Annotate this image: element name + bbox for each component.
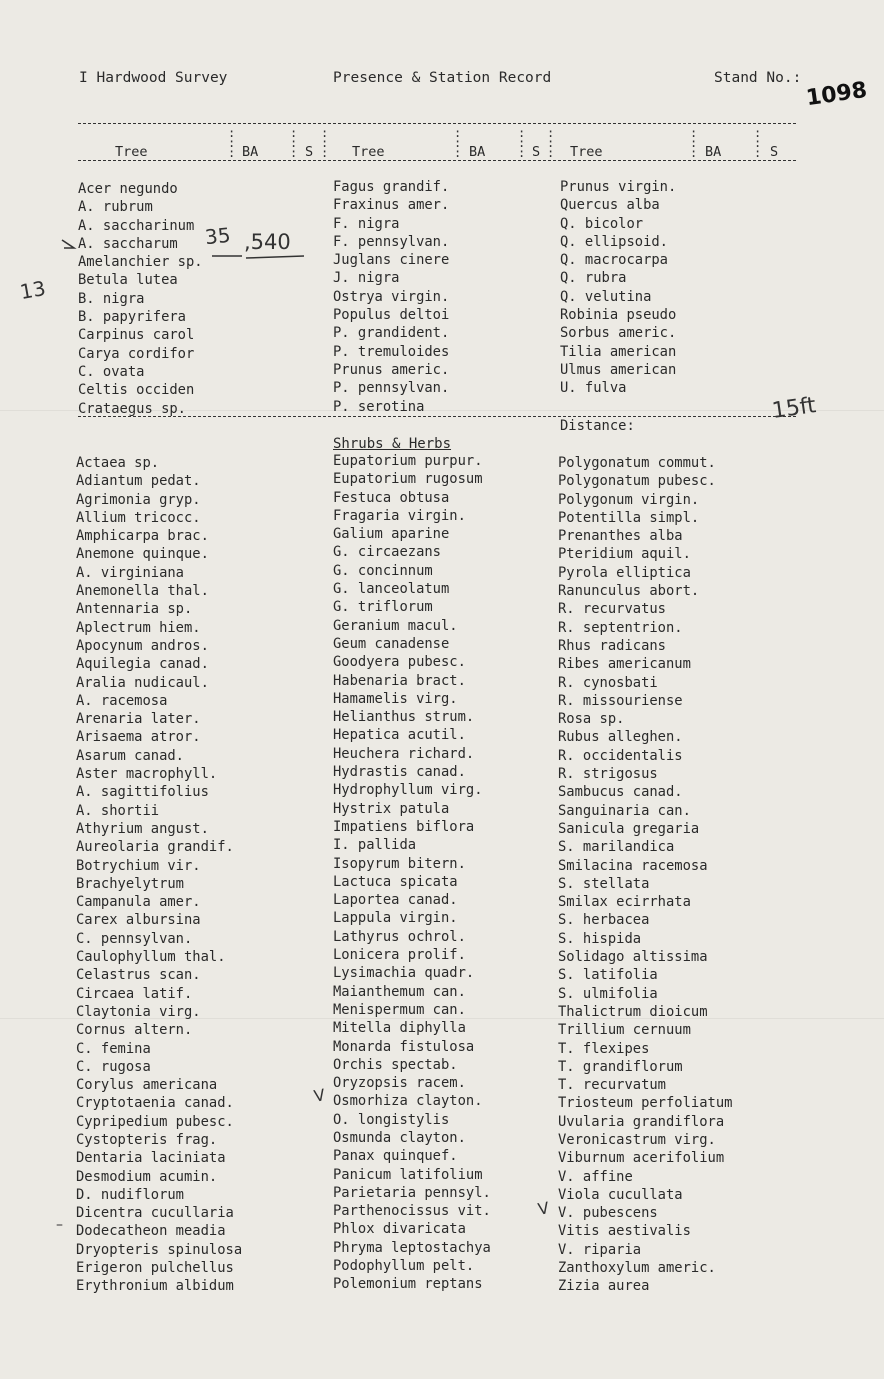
list-item: Celastrus scan. [76, 967, 201, 984]
list-item: Thalictrum dioicum [558, 1003, 708, 1020]
list-item: V. affine [558, 1168, 633, 1185]
list-item: Q. macrocarpa [560, 252, 668, 269]
list-item: T. recurvatum [558, 1077, 666, 1094]
list-item: Ranunculus abort. [558, 583, 700, 600]
list-item: Aster macrophyll. [76, 766, 218, 783]
list-item: Lathyrus ochrol. [333, 928, 466, 945]
list-item: Hamamelis virg. [333, 690, 458, 707]
list-item: Corylus americana [76, 1077, 218, 1094]
list-item: Heuchera richard. [333, 745, 475, 762]
list-item: Circaea latif. [76, 985, 193, 1002]
list-item: Galium aparine [333, 526, 450, 543]
list-item: Claytonia virg. [76, 1003, 201, 1020]
list-item: A. saccharum [78, 235, 178, 252]
list-item: Carya cordifor [78, 345, 195, 362]
list-item: P. serotina [333, 398, 425, 415]
list-item: Athyrium angust. [76, 820, 209, 837]
list-item: Adiantum pedat. [76, 473, 201, 490]
list-item: Hydrophyllum virg. [333, 782, 483, 799]
list-item: Desmodium acumin. [76, 1168, 218, 1185]
list-item: R. occidentalis [558, 747, 683, 764]
handwritten-distance: 15ft [770, 393, 818, 424]
list-item: Solidago altissima [558, 949, 708, 966]
list-item: Q. velutina [560, 288, 652, 305]
column-divider: : : : [454, 126, 462, 160]
list-item: Fraxinus amer. [333, 197, 450, 214]
list-item: Helianthus strum. [333, 709, 475, 726]
list-item: Polygonatum commut. [558, 455, 716, 471]
distance-label: Distance: [560, 418, 635, 434]
list-item: Eupatorium rugosum [333, 471, 483, 488]
list-item: P. pennsylvan. [333, 380, 450, 397]
list-item: Lonicera prolif. [333, 947, 466, 964]
list-item: Lactuca spicata [333, 873, 458, 890]
list-item: Pyrola elliptica [558, 564, 691, 581]
list-item: Dentaria laciniata [76, 1150, 226, 1167]
list-item: Pteridium aquil. [558, 546, 691, 563]
list-item: Lappula virgin. [333, 910, 458, 927]
list-item: Hydrastis canad. [333, 764, 466, 781]
list-item: Carpinus carol [78, 327, 195, 344]
list-item: Parietaria pennsyl. [333, 1184, 491, 1201]
list-item: Polygonatum pubesc. [558, 473, 716, 490]
handwritten-check-viola: V [536, 1198, 551, 1219]
shrub-list-col1 [76, 454, 242, 1296]
list-item: Geranium macul. [333, 617, 458, 634]
list-item: Prenanthes alba [558, 528, 683, 545]
list-item: Agrimonia gryp. [76, 491, 201, 508]
list-item: Robinia pseudo [560, 307, 677, 324]
list-item: B. nigra [78, 290, 145, 307]
list-item: Sanicula gregaria [558, 820, 700, 837]
list-item: Sanguinaria can. [558, 802, 691, 819]
list-item: R. missouriense [558, 692, 683, 709]
list-item: Phlox divaricata [333, 1221, 466, 1238]
tree-col-header: Tree [115, 144, 148, 160]
list-item: Smilacina racemosa [558, 857, 708, 874]
list-item: Amelanchier sp. [78, 254, 203, 271]
tree-section-rule [78, 416, 796, 417]
list-item: Campanula amer. [76, 894, 201, 911]
list-item: Laportea canad. [333, 892, 458, 909]
list-item: Caulophyllum thal. [76, 949, 226, 966]
list-item: Ulmus american [560, 361, 677, 378]
column-divider: : : : [690, 126, 698, 160]
list-item: V. riparia [558, 1241, 642, 1258]
handwritten-check-osmorhiza: V [312, 1085, 327, 1106]
column-divider: : : : [518, 126, 526, 160]
list-item: Habenaria bract. [333, 672, 466, 689]
list-item: Menispermum can. [333, 1001, 466, 1018]
list-item: Brachyelytrum [76, 875, 184, 892]
list-item: Podophyllum pelt. [333, 1258, 475, 1275]
list-item: Impatiens biflora [333, 818, 475, 835]
list-item: Viola cucullata [558, 1186, 683, 1203]
list-item: C. pennsylvan. [76, 930, 193, 947]
list-item: Viburnum acerifolium [558, 1150, 725, 1167]
s-col-header: S [770, 144, 779, 160]
list-item: Osmunda clayton. [333, 1129, 466, 1146]
list-item: P. tremuloides [333, 343, 450, 360]
list-item: A. sagittifolius [76, 784, 209, 801]
list-item: Actaea sp. [76, 455, 160, 471]
list-item: Betula lutea [78, 272, 178, 289]
list-item: Apocynum andros. [76, 637, 209, 654]
handwritten-side-mark: 13 [18, 275, 48, 305]
list-item: R. strigosus [558, 766, 658, 783]
list-item: Hystrix patula [333, 800, 450, 817]
list-item: Erigeron pulchellus [76, 1260, 234, 1277]
list-item: Cornus altern. [76, 1022, 193, 1039]
list-item: Isopyrum bitern. [333, 855, 466, 872]
list-item: Q. rubra [560, 270, 627, 287]
list-item: Festuca obtusa [333, 489, 450, 506]
list-item: V. pubescens [558, 1205, 658, 1222]
list-item: C. femina [76, 1040, 151, 1057]
list-item: Uvularia grandiflora [558, 1113, 725, 1130]
list-item: Aralia nudicaul. [76, 674, 209, 691]
list-item: Q. bicolor [560, 215, 644, 232]
list-item: Osmorhiza clayton. [333, 1093, 483, 1110]
list-item: Dodecatheon meadia [76, 1223, 226, 1240]
list-item: Panax quinquef. [333, 1148, 458, 1165]
list-item: A. shortii [76, 802, 160, 819]
list-item: Polygonum virgin. [558, 491, 700, 508]
list-item: Tilia american [560, 343, 677, 360]
list-item: Allium tricocc. [76, 509, 201, 526]
handwritten-ba-value: 35 [203, 222, 232, 250]
list-item: Acer negundo [78, 181, 178, 197]
column-divider: : : : [547, 126, 555, 160]
list-item: C. ovata [78, 363, 145, 380]
list-item: G. concinnum [333, 562, 433, 579]
list-item: S. herbacea [558, 912, 650, 929]
list-item: Cystopteris frag. [76, 1131, 218, 1148]
list-item: R. septentrion. [558, 619, 683, 636]
list-item: Dryopteris spinulosa [76, 1241, 243, 1258]
list-item: Parthenocissus vit. [333, 1203, 491, 1220]
list-item: Zanthoxylum americ. [558, 1260, 716, 1277]
list-item: Aureolaria grandif. [76, 839, 234, 856]
list-item: Hepatica acutil. [333, 727, 466, 744]
list-item: Ribes americanum [558, 656, 691, 673]
list-item: S. hispida [558, 930, 642, 947]
list-item: Cryptotaenia canad. [76, 1095, 234, 1112]
list-item: F. nigra [333, 215, 400, 232]
check-mark [62, 240, 74, 248]
ba-col-header: BA [469, 144, 486, 160]
list-item: A. virginiana [76, 564, 184, 581]
list-item: Aquilegia canad. [76, 656, 209, 673]
list-item: Aplectrum hiem. [76, 619, 201, 636]
list-item: Phryma leptostachya [333, 1239, 491, 1256]
list-item: Panicum latifolium [333, 1166, 483, 1183]
ba-col-header: BA [705, 144, 722, 160]
list-item: R. recurvatus [558, 601, 666, 618]
list-item: U. fulva [560, 380, 627, 397]
handwritten-s-value: ,540 [244, 230, 291, 254]
column-divider: : : : [228, 126, 236, 160]
list-item: Geum canadense [333, 635, 450, 652]
list-item: Fagus grandif. [333, 179, 450, 195]
stand-no-label: Stand No.: [714, 70, 802, 86]
tree-col-header: Tree [352, 144, 385, 160]
list-item: Asarum canad. [76, 747, 184, 764]
list-item: G. lanceolatum [333, 581, 450, 598]
list-item: Vitis aestivalis [558, 1223, 691, 1240]
list-item: A. racemosa [76, 692, 168, 709]
shrubs-herbs-title: Shrubs & Herbs [333, 436, 452, 452]
list-item: P. grandident. [333, 325, 450, 342]
s-col-header: S [305, 144, 314, 160]
list-item: Prunus americ. [333, 361, 450, 378]
list-item: G. circaezans [333, 544, 441, 561]
list-item: Polemonium reptans [333, 1276, 483, 1293]
column-divider: : : : [321, 126, 329, 160]
list-item: S. ulmifolia [558, 985, 658, 1002]
list-item: Cypripedium pubesc. [76, 1113, 234, 1130]
tree-list-col1 [78, 180, 203, 418]
s-col-header: S [532, 144, 541, 160]
list-item: J. nigra [333, 270, 400, 287]
list-item: I. pallida [333, 837, 417, 854]
list-item: Orchis spectab. [333, 1056, 458, 1073]
list-item: O. longistylis [333, 1111, 450, 1128]
handwritten-dash: – [56, 1217, 63, 1233]
list-item: Zizia aurea [558, 1278, 650, 1295]
list-item: Botrychium vir. [76, 857, 201, 874]
list-item: D. nudiflorum [76, 1186, 184, 1203]
list-item: Lysimachia quadr. [333, 965, 475, 982]
list-item: Veronicastrum virg. [558, 1131, 716, 1148]
list-item: A. rubrum [78, 199, 153, 216]
list-item: A. saccharinum [78, 217, 195, 234]
list-item: Juglans cinere [333, 252, 450, 269]
column-divider: : : : [290, 126, 298, 160]
list-item: B. papyrifera [78, 309, 186, 326]
list-item: Populus deltoi [333, 307, 450, 324]
list-item: S. stellata [558, 875, 650, 892]
list-item: Eupatorium purpur. [333, 453, 483, 469]
list-item: Anemonella thal. [76, 583, 209, 600]
list-item: Carex albursina [76, 912, 201, 929]
list-item: Antennaria sp. [76, 601, 193, 618]
list-item: Arisaema atror. [76, 729, 201, 746]
list-item: S. marilandica [558, 839, 675, 856]
list-item: Celtis occiden [78, 382, 195, 399]
list-item: T. flexipes [558, 1040, 650, 1057]
list-item: Potentilla simpl. [558, 509, 700, 526]
list-item: Anemone quinque. [76, 546, 209, 563]
column-divider: : : : [754, 126, 762, 160]
shrub-list-col3 [558, 454, 732, 1296]
tree-col-header: Tree [570, 144, 603, 160]
list-item: Monarda fistulosa [333, 1038, 475, 1055]
underline-stroke [246, 256, 304, 258]
list-item: Maianthemum can. [333, 983, 466, 1000]
list-item: Dicentra cucullaria [76, 1205, 234, 1222]
list-item: Ostrya virgin. [333, 288, 450, 305]
stand-number: 1098 [804, 77, 869, 112]
list-item: Amphicarpa brac. [76, 528, 209, 545]
tree-list-col2 [333, 178, 449, 416]
list-item: Rhus radicans [558, 637, 666, 654]
list-item: R. cynosbati [558, 674, 658, 691]
list-item: T. grandiflorum [558, 1058, 683, 1075]
list-item: Trillium cernuum [558, 1022, 691, 1039]
list-item: C. rugosa [76, 1058, 151, 1075]
list-item: Smilax ecirrhata [558, 894, 691, 911]
header-rule-top [78, 123, 796, 124]
list-item: Triosteum perfoliatum [558, 1095, 733, 1112]
list-item: Fragaria virgin. [333, 507, 466, 524]
list-item: Mitella diphylla [333, 1020, 466, 1037]
list-item: Sorbus americ. [560, 325, 677, 342]
list-item: Quercus alba [560, 197, 660, 214]
list-item: S. latifolia [558, 967, 658, 984]
ba-col-header: BA [242, 144, 259, 160]
record-title: Presence & Station Record [333, 70, 552, 86]
list-item: Q. ellipsoid. [560, 233, 668, 250]
list-item: Rosa sp. [558, 711, 625, 728]
list-item: Sambucus canad. [558, 784, 683, 801]
shrub-list-col2 [333, 452, 491, 1294]
list-item: Prunus virgin. [560, 179, 677, 195]
list-item: F. pennsylvan. [333, 233, 450, 250]
handwritten-underline [60, 230, 320, 266]
list-item: Oryzopsis racem. [333, 1075, 466, 1092]
list-item: Goodyera pubesc. [333, 654, 466, 671]
header-rule-bottom [78, 160, 796, 161]
survey-title: I Hardwood Survey [79, 70, 228, 86]
list-item: Erythronium albidum [76, 1278, 234, 1295]
list-item: Rubus alleghen. [558, 729, 683, 746]
tree-list-col3 [560, 178, 676, 398]
list-item: Crataegus sp. [78, 400, 186, 417]
list-item: Arenaria later. [76, 711, 201, 728]
list-item: G. triflorum [333, 599, 433, 616]
